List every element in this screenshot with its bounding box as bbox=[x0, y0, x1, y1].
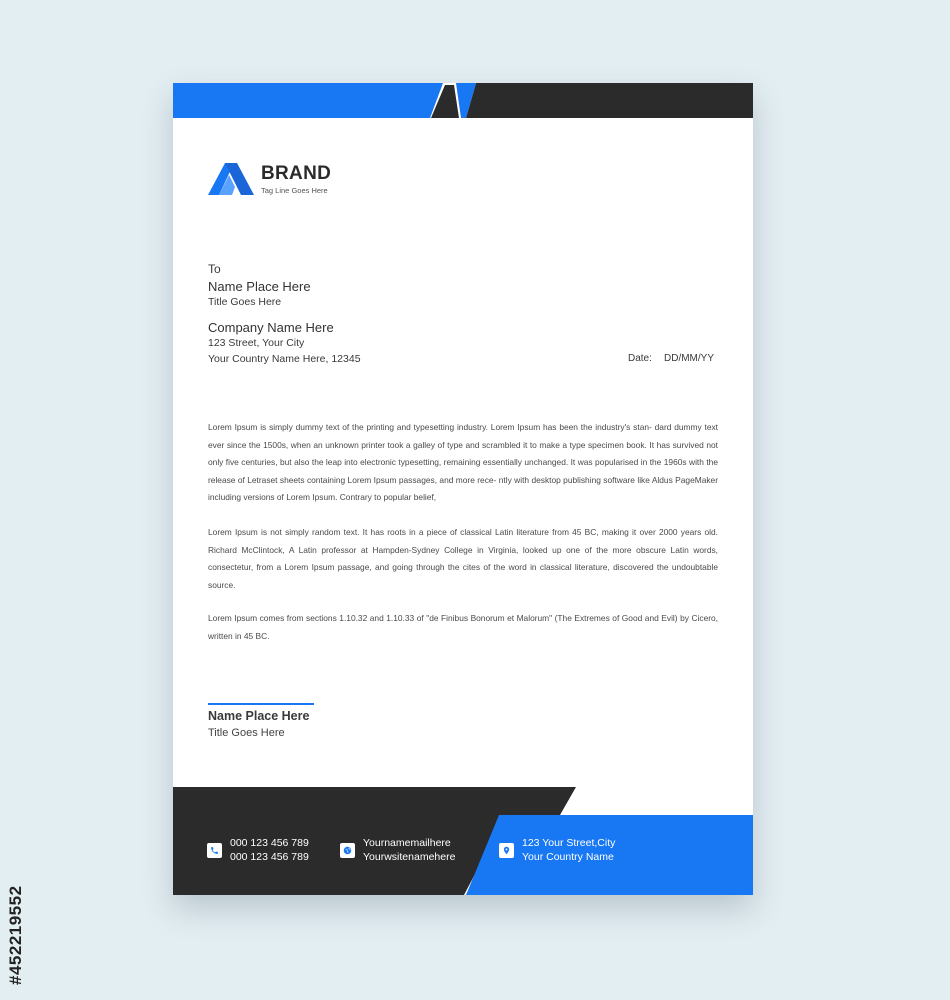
to-label: To bbox=[208, 262, 221, 276]
company-country: Your Country Name Here, 12345 bbox=[208, 353, 361, 365]
header-blue-band bbox=[173, 83, 443, 118]
signature-name: Name Place Here bbox=[208, 709, 310, 723]
body-paragraph-1: Lorem Ipsum is simply dummy text of the printing and typesetting industry. Lorem Ipsum has been the industry's stan- dard dummy text ever since the 1500s, when an unknown printer took a galley of type and scrambled it to make a type specimen book. It has survived not only five centuries, but also the leap into electronic typesetting, remaining essentially unchanged. It was popularised in the 1960s with the release of Letraset sheets containing Lorem Ipsum passages, and more rece- ntly with desktop publishing software like Aldus PageMaker including versions of Lorem Ipsum. Contrary to popular belief, bbox=[208, 422, 718, 502]
header-dark-band bbox=[466, 83, 753, 118]
brand-logo-icon bbox=[208, 163, 254, 195]
body-paragraph-2: Lorem Ipsum is not simply random text. It has roots in a piece of classical Latin literature from 45 BC, making it over 2000 years old. Richard McClintock, A Latin professor at Hampden-Sydney College in Virginia, looked up one of the more obscure Latin words, consectetur, from a Lorem Ipsum passage, and going through the cites of the word in classical literature, discovered the undoubtable source. bbox=[208, 527, 718, 590]
recipient-title: Title Goes Here bbox=[208, 296, 282, 308]
footer-address bbox=[522, 836, 615, 864]
footer-phone-2: 000 123 456 789 bbox=[230, 851, 309, 863]
signature-title: Title Goes Here bbox=[208, 727, 285, 739]
location-pin-icon bbox=[499, 843, 514, 858]
date-label: Date: bbox=[628, 353, 652, 364]
date-value: DD/MM/YY bbox=[664, 353, 714, 364]
footer-phone-1: 000 123 456 789 bbox=[230, 837, 309, 849]
globe-icon bbox=[340, 843, 355, 858]
recipient-name: Name Place Here bbox=[208, 279, 311, 294]
company-street: 123 Street, Your City bbox=[208, 337, 305, 349]
letterhead-sheet bbox=[173, 83, 753, 895]
footer-web bbox=[363, 836, 455, 864]
company-name: Company Name Here bbox=[208, 320, 334, 335]
footer-email[interactable]: Yournamemailhere bbox=[363, 837, 451, 849]
footer-website[interactable]: Yourwsitenamehere bbox=[363, 851, 456, 863]
signature-line bbox=[208, 703, 314, 705]
footer-street: 123 Your Street,City bbox=[522, 837, 616, 849]
stock-id: #452219552 bbox=[6, 885, 25, 985]
footer-country: Your Country Name bbox=[522, 851, 614, 863]
phone-icon bbox=[207, 843, 222, 858]
brand-tagline: Tag Line Goes Here bbox=[261, 186, 328, 195]
brand-name: BRAND bbox=[261, 163, 332, 184]
footer-phone bbox=[230, 836, 309, 864]
body-paragraph-3: Lorem Ipsum comes from sections 1.10.32 and 1.10.33 of "de Finibus Bonorum et Malorum" (The Extremes of Good and Evil) by Cicero, written in 45 BC. bbox=[208, 613, 718, 641]
header-band bbox=[173, 83, 753, 118]
